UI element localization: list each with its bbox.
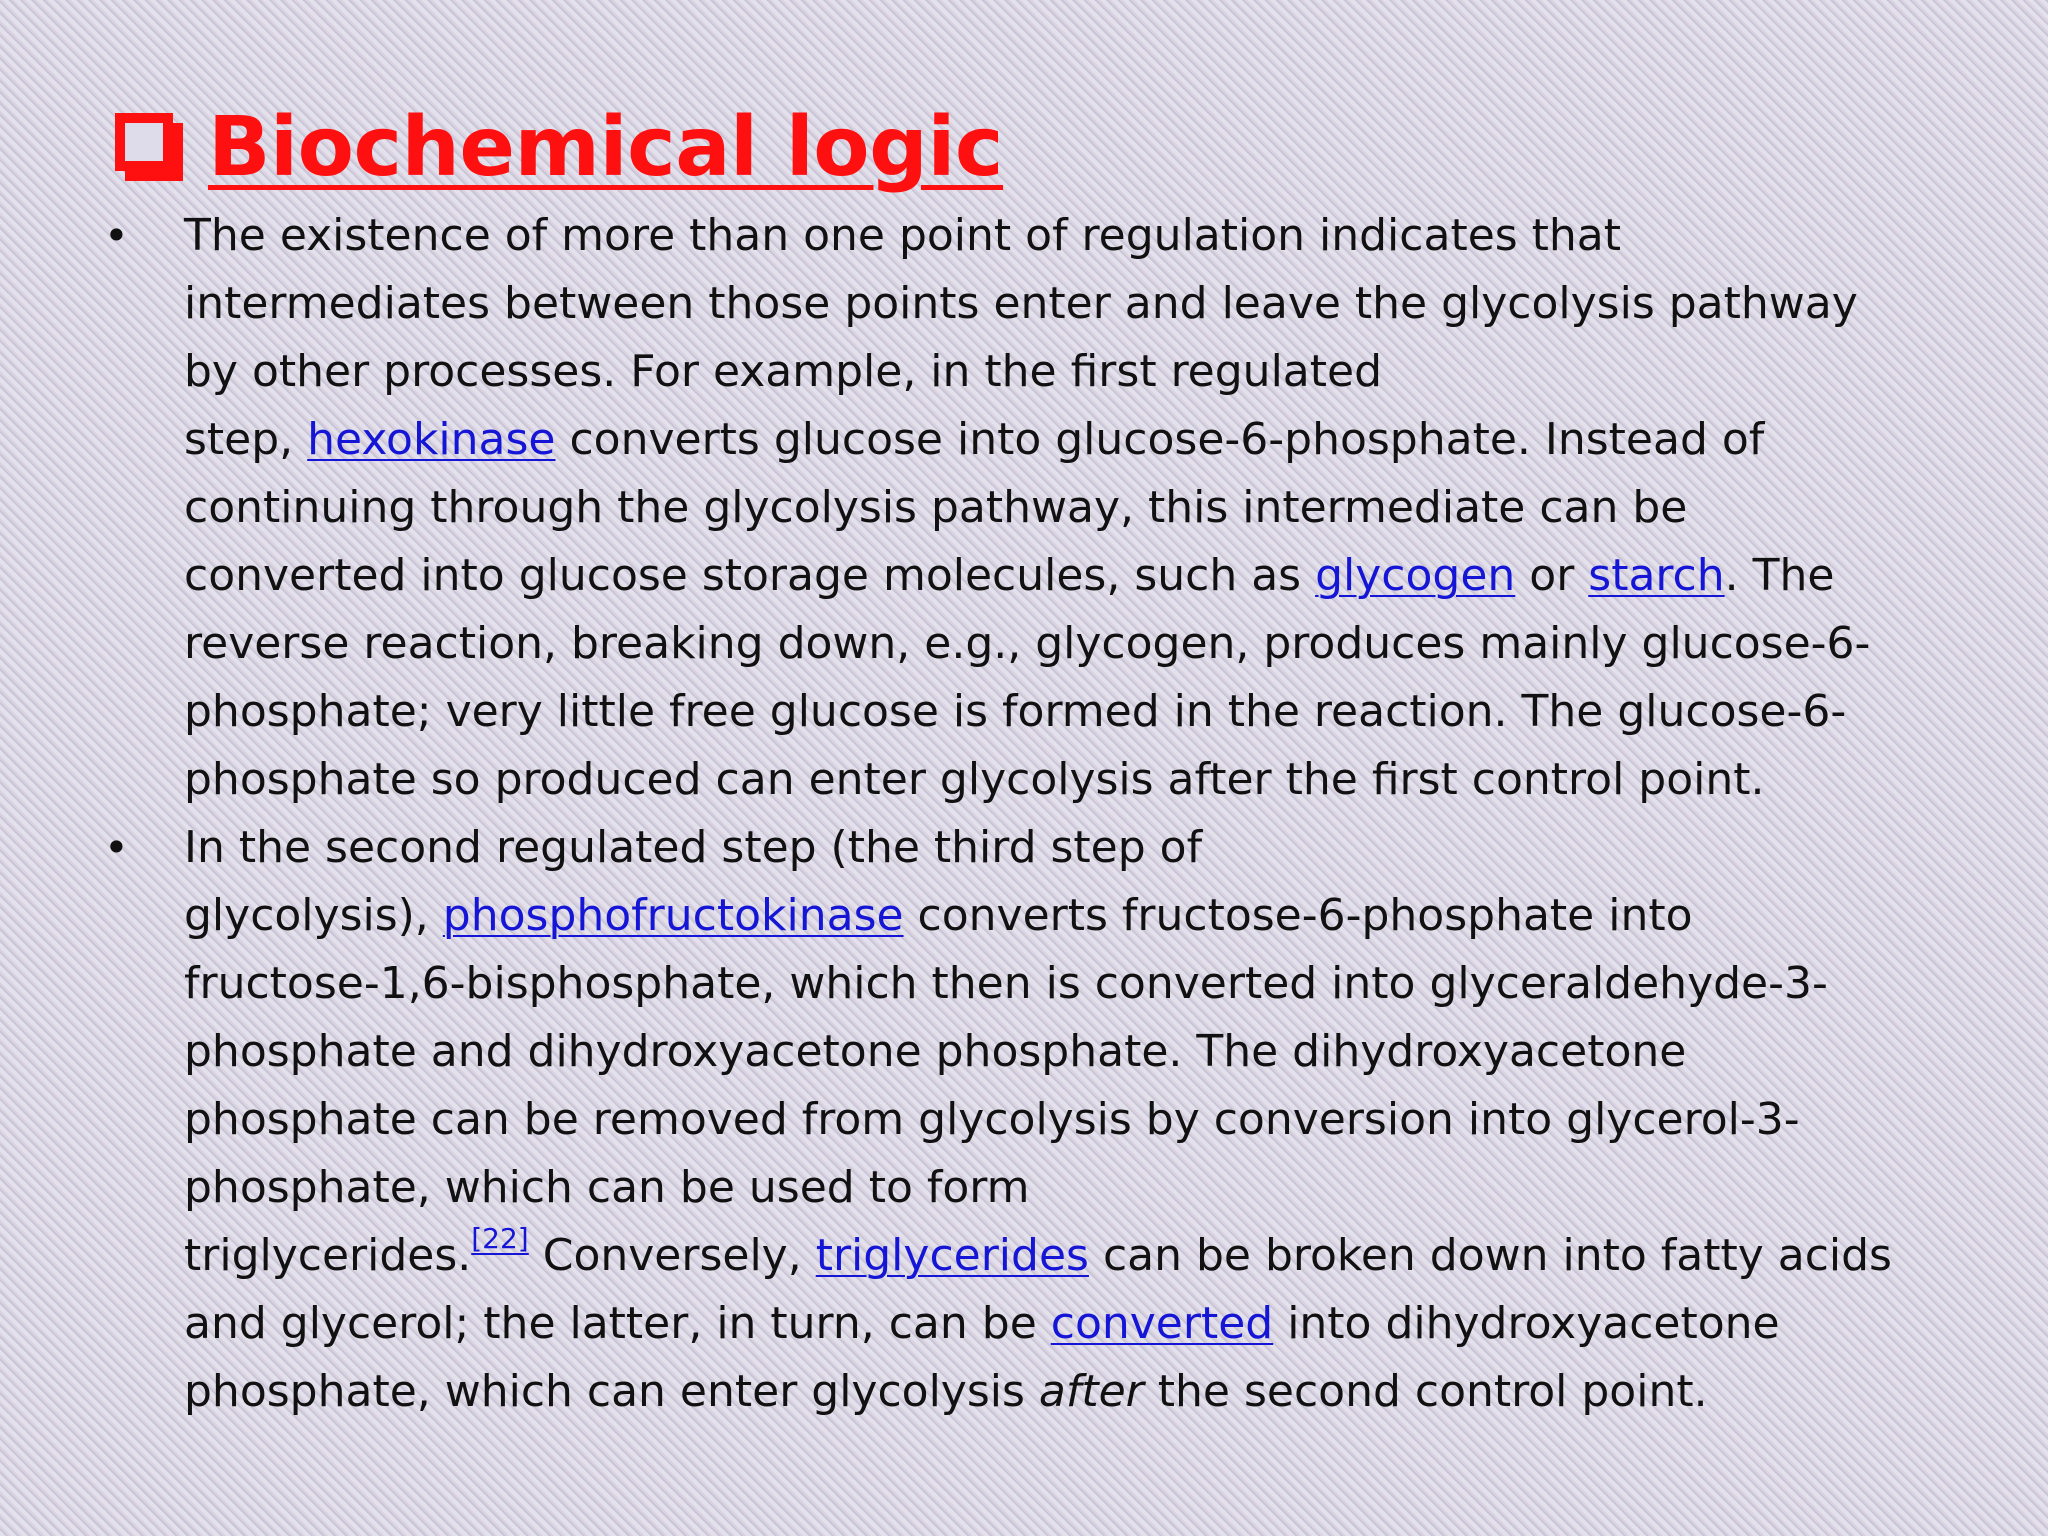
text-span: In the second regulated step (the third step of bbox=[184, 822, 1203, 873]
text-span: phosphate so produced can enter glycolysis after the first control point. bbox=[184, 754, 1765, 805]
text-line bbox=[184, 1154, 1964, 1222]
text-span: reverse reaction, breaking down, e.g., glycogen, produces mainly glucose-6- bbox=[184, 618, 1871, 669]
starch-link[interactable]: starch bbox=[1588, 550, 1725, 601]
text-line bbox=[184, 814, 1964, 882]
text-line bbox=[184, 1086, 1964, 1154]
bullet-icon: • bbox=[104, 211, 129, 260]
checkbox-icon bbox=[112, 108, 190, 186]
emphasis-text: after bbox=[1038, 1366, 1144, 1417]
text-span: The existence of more than one point of regulation indicates that bbox=[184, 210, 1622, 261]
hexokinase-link[interactable]: hexokinase bbox=[307, 414, 556, 465]
text-span: converted into glucose storage molecules, such as bbox=[184, 550, 1316, 601]
slide-body bbox=[104, 202, 1964, 1426]
text-line bbox=[184, 882, 1964, 950]
text-line bbox=[184, 610, 1964, 678]
text-span: phosphate and dihydroxyacetone phosphate. The dihydroxyacetone bbox=[184, 1026, 1687, 1077]
text-span: converts fructose-6-phosphate into bbox=[903, 890, 1693, 941]
text-line bbox=[184, 1358, 1964, 1426]
title-row bbox=[112, 92, 1003, 202]
text-span: phosphate; very little free glucose is formed in the reaction. The glucose-6- bbox=[184, 686, 1847, 737]
text-line bbox=[184, 746, 1964, 814]
glycogen-link[interactable]: glycogen bbox=[1315, 550, 1516, 601]
citation-link[interactable]: [22] bbox=[471, 1222, 529, 1255]
text-line bbox=[184, 1290, 1964, 1358]
text-span: Conversely, bbox=[528, 1230, 816, 1281]
text-span: the second control point. bbox=[1143, 1366, 1708, 1417]
phosphofructokinase-link[interactable]: phosphofructokinase bbox=[442, 890, 904, 941]
text-line bbox=[184, 338, 1964, 406]
text-span: step, bbox=[184, 414, 308, 465]
text-span: phosphate, which can enter glycolysis bbox=[184, 1366, 1039, 1417]
page-title: Biochemical logic bbox=[208, 99, 1004, 195]
text-line bbox=[184, 1222, 1964, 1290]
text-line bbox=[184, 678, 1964, 746]
text-line bbox=[184, 270, 1964, 338]
text-span: by other processes. For example, in the first regulated bbox=[184, 346, 1383, 397]
text-line bbox=[184, 406, 1964, 474]
text-span: intermediates between those points enter and leave the glycolysis pathway bbox=[184, 278, 1858, 329]
text-span: converts glucose into glucose-6-phosphate. Instead of bbox=[555, 414, 1765, 465]
text-line bbox=[184, 474, 1964, 542]
text-span: and glycerol; the latter, in turn, can be bbox=[184, 1298, 1051, 1349]
text-span: into dihydroxyacetone bbox=[1273, 1298, 1780, 1349]
text-span: phosphate can be removed from glycolysis by conversion into glycerol-3- bbox=[184, 1094, 1800, 1145]
converted-link[interactable]: converted bbox=[1050, 1298, 1274, 1349]
text-line bbox=[184, 1018, 1964, 1086]
text-line bbox=[184, 202, 1964, 270]
text-span: phosphate, which can be used to form bbox=[184, 1162, 1030, 1213]
text-span: fructose-1,6-bisphosphate, which then is converted into glyceraldehyde-3- bbox=[184, 958, 1828, 1009]
text-span: . The bbox=[1724, 550, 1835, 601]
text-span: glycolysis), bbox=[184, 890, 443, 941]
text-span: or bbox=[1515, 550, 1589, 601]
text-line bbox=[184, 542, 1964, 610]
text-span: continuing through the glycolysis pathway, this intermediate can be bbox=[184, 482, 1688, 533]
text-span: triglycerides. bbox=[184, 1230, 472, 1281]
bullet-item bbox=[104, 814, 1964, 1426]
bullet-icon: • bbox=[104, 823, 129, 872]
text-span: can be broken down into fatty acids bbox=[1088, 1230, 1892, 1281]
bullet-item bbox=[104, 202, 1964, 814]
triglycerides-link[interactable]: triglycerides bbox=[815, 1230, 1089, 1281]
text-line bbox=[184, 950, 1964, 1018]
